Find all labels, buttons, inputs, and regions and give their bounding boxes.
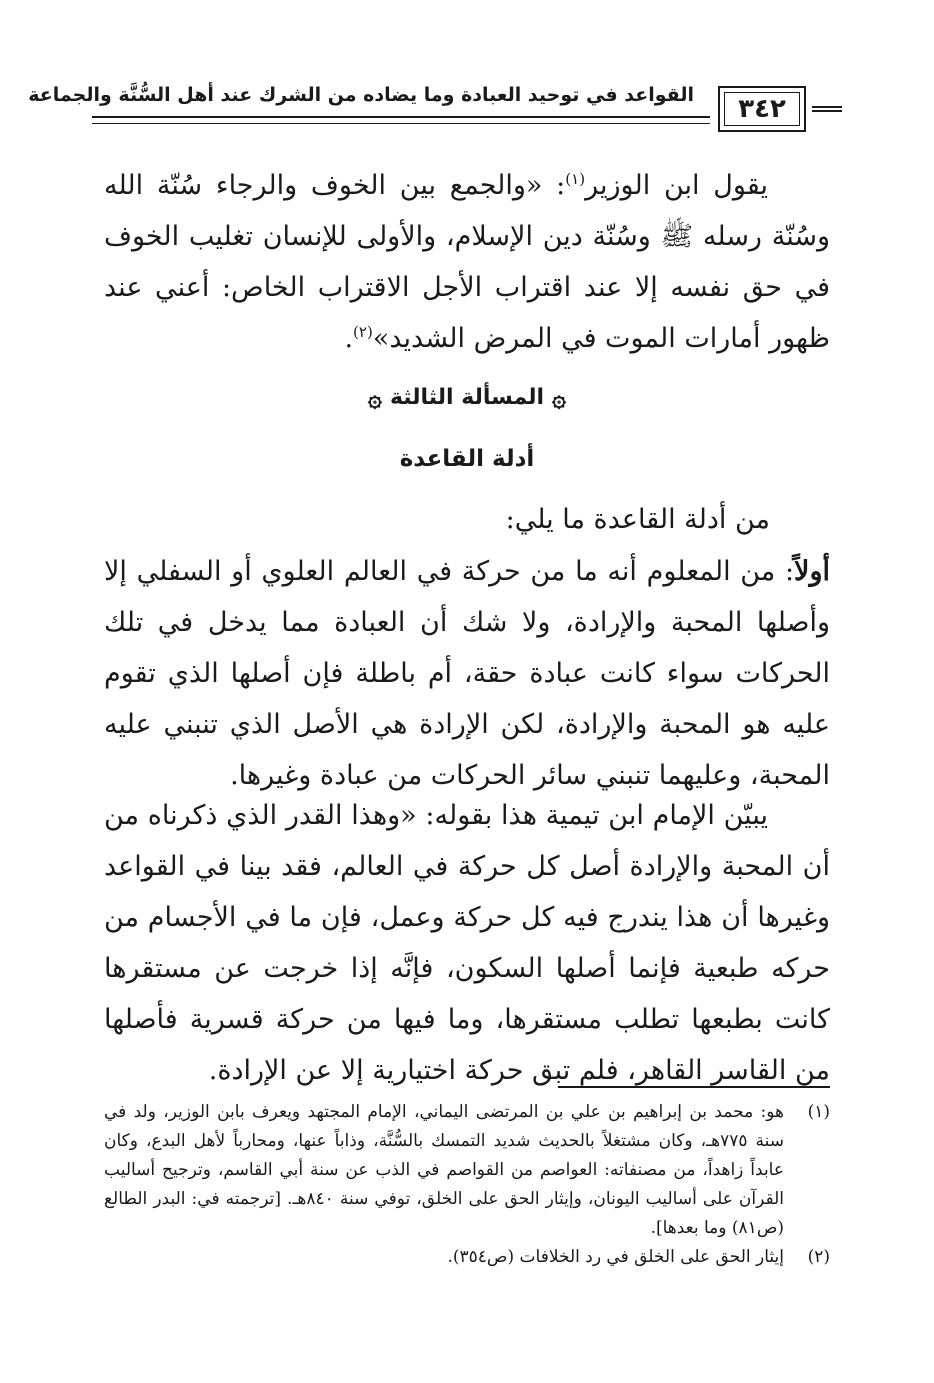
footnotes — [104, 1098, 830, 1272]
footnote-text: هو: محمد بن إبراهيم بن علي بن المرتضى اليماني، الإمام المجتهد ويعرف بابن الوزير، ولد في سنة ٧٧٥هـ، وكان مشتغلاً بالحديث شديد التمسك بالسُّنَّة، وذاباً عنها، ومحارباً لأهل البدع، وكان عابداً زاهداً، من مصنفاته: العواصم من القواصم في الذب عن سنة أبي القاسم، وترجيح أساليب القرآن على أساليب اليونان، وإيثار الحق على الخلق، توفي سنة ٨٤٠هـ. [ترجمته في: البدر الطالع (ص٨١) وما بعدها]. — [104, 1102, 784, 1238]
running-header — [28, 84, 844, 146]
first-evidence-paragraph — [104, 546, 830, 801]
paragraph-end: . — [344, 323, 354, 354]
subheading: أدلة القاعدة — [399, 446, 535, 472]
quote-paragraph — [104, 160, 830, 364]
header-rule — [92, 116, 710, 124]
ornament-icon: ۞ — [552, 384, 567, 412]
ibn-taymiyya-text: يبيّن الإمام ابن تيمية هذا بقوله: «وهذا القدر الذي ذكرناه من أن المحبة والإرادة أصل كل حركة في العالم، فقد بينا في القواعد وغيرها أن هذا يندرج فيه كل حركة وعمل، فإن ما في الأجسام من حركه طبعية فإنما أصلها السكون، فإنَّه إذا خرجت عن مستقرها كانت بطبعها تطلب مستقرها، وما فيها من حركة قسرية فأصلها من القاسر القاهر، فلم تبق حركة اختيارية إلا عن الإرادة. — [104, 800, 830, 1086]
footnote-ref-1: (١) — [565, 170, 586, 188]
section-heading — [0, 384, 934, 412]
first-evidence-text: : من المعلوم أنه ما من حركة في العالم العلوي أو السفلي إلا وأصلها المحبة والإرادة، ولا شك أن العبادة مما يدخل في تلك الحركات سواء كانت عبادة حقة، أم باطلة فإن أصلها الذي تقوم عليه هو المحبة والإرادة، لكن الإرادة هي الأصل الذي تنبني عليه المحبة، وعليهما تنبني سائر الحركات من عبادة وغيرها. — [104, 556, 830, 791]
intro-line: من أدلة القاعدة ما يلي: — [505, 504, 770, 535]
paragraph-text-part: يقول ابن الوزير — [585, 170, 768, 201]
ornament-icon: ۞ — [367, 384, 382, 412]
footnote-separator — [558, 1086, 830, 1088]
page-number-ornament — [812, 106, 842, 112]
footnote-number: (١) — [807, 1102, 830, 1122]
ibn-taymiyya-paragraph — [104, 790, 830, 1096]
footnote-number: (٢) — [807, 1247, 830, 1267]
page-number — [718, 86, 806, 132]
paragraph-text-part: : «والجمع بين الخوف والرجاء سُنّة الله وسُنّة رسله ﷺ وسُنّة دين الإسلام، والأولى للإنسان تغليب الخوف في حق نفسه إلا عند اقتراب الأجل الاقتراب الخاص: أعني عند ظهور أمارات الموت في المرض الشديد» — [104, 170, 830, 354]
footnote-text: إيثار الحق على الخلق في رد الخلافات (ص٣٥٤). — [447, 1247, 784, 1267]
footnote — [104, 1243, 830, 1272]
book-title: القواعد في توحيد العبادة وما يضاده من الشرك عند أهل السُّنَّة والجماعة — [28, 84, 694, 106]
footnote — [104, 1098, 830, 1243]
footnote-ref-2: (٢) — [353, 323, 373, 341]
section-heading-label: المسألة الثالثة — [389, 385, 545, 410]
first-label: أولاً — [794, 556, 830, 587]
page-number-text: ٣٤٢ — [738, 94, 786, 124]
